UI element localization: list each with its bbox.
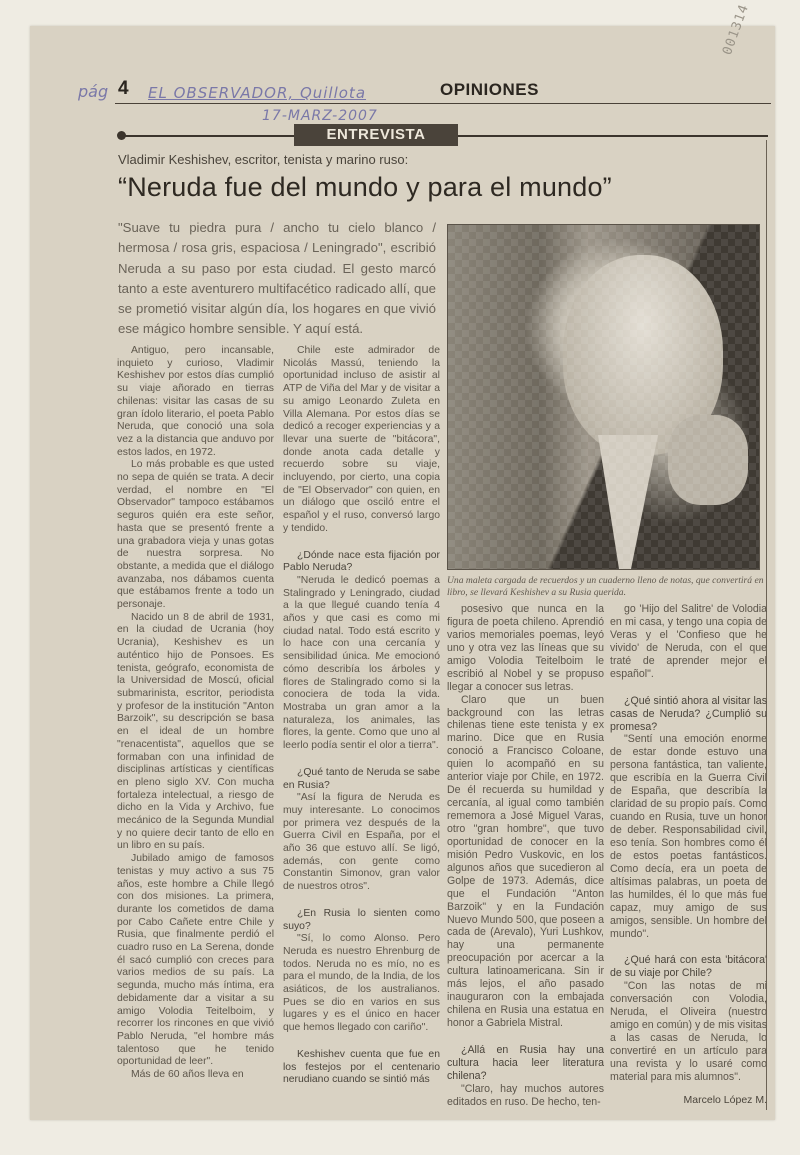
author-signature: Marcelo López M.	[683, 1093, 767, 1106]
interview-answer: "Sí, lo como Alonso. Pero Neruda es nuestro Ehrenburg de todos. Neruda no es mío, no es para el mundo, de la India, de los asiáticos, de los australianos. Pues se dio en varios en sus lugares y es el único en hacer que hemos llegado con cariño".	[283, 933, 440, 1034]
paragraph: Claro que un buen background con las letras chilenas tiene este tenista y ex marino. Dice que en Rusia conoció a Francisco Coloane, quien lo acompañó en su anterior viaje por Chile, en 1972. De él recuerda su humildad y cercanía, al igual como también rememora a José Miguel Varas, otro "gran hombre", que tuvo oportunidad de conocer en la misión Pedro Vuskovic, en los algunos años que sucedieron al Golpe de 1973. Además, dice que el Fundación "Anton Barzoik" y en la Fundación Nuevo Mundo 500, que poseen a cada de (Arevalo), Yuri Lushkov, hay una permanente preocupación por acercar a la cultura latinoamericana. Sin ir más lejos, el año pasado inauguraron con la embajada chilena en Rusia una estatua en honor a Gabriela Mistral.	[447, 693, 604, 1029]
article-column-4	[610, 603, 767, 1107]
section-title: OPINIONES	[440, 80, 539, 99]
article-column-3	[447, 603, 604, 1109]
article-headline: “Neruda fue del mundo y para el mundo”	[118, 172, 612, 202]
page-number: 4	[118, 78, 129, 99]
interview-question: ¿En Rusia lo sienten como suyo?	[283, 907, 440, 932]
paragraph: Lo más probable es que usted no sepa de quién se trata. A decir verdad, el nombre en "El Observador" tampoco estábamos seguros quién era este señor, hasta que se presentó frente a una grabadora vieja y unas gotas de nuestra sorpresa. No obstante, a medida que el diálogo avanzaba, nos dábamos cuenta que estábamos frente a todo un personaje.	[117, 459, 274, 611]
interview-question: ¿Qué sintió ahora al visitar las casas de Neruda? ¿Cumplió su promesa?	[610, 694, 767, 733]
portrait-photo	[447, 224, 760, 570]
header-rule	[115, 103, 771, 104]
interview-answer: "Así la figura de Neruda es muy interesante. Lo conocimos por primera vez después de la Guerra Civil en España, por el año 36 que estuvo allí. Se ligó, además, con gente como Constantin Simonov, gran valor de nuestros otros".	[283, 792, 440, 893]
archive-stamp: 001314	[720, 2, 753, 58]
interview-answer: "Claro, hay muchos autores editados en ruso. De hecho, ten-	[447, 1082, 604, 1108]
paragraph: go 'Hijo del Salitre' de Volodia en mi casa, y tengo una copia de Veras y el 'Confieso que he vivido' de Neruda, con el que traté de aprender mejor el español".	[610, 603, 767, 680]
interview-answer: "Con las notas de mi conversación con Volodia, Neruda, el Oliveira (nuestro amigo en común) y de mis visitas a las casas de Neruda, lo convertiré en un artículo para una revista y lo usaré como material para mis alumnos".	[610, 980, 767, 1083]
paragraph: Chile este admirador de Nicolás Massú, teniendo la oportunidad incluso de asistir al ATP de Viña del Mar y de visitar a su amigo Leonardo Zuleta en Villa Alemana. Por estos días se dedicó a recoger experiencias y a llevar una suerte de "bitácora", donde anota cada detalle y recuerdo sobre su viaje, incluyendo, por cierto, una copia de "El Observador" con quien, en un diálogo que osciló entre el español y el ruso, conversó largo y tendido.	[283, 345, 440, 534]
handwritten-page-label: pág	[78, 82, 109, 101]
paragraph: posesivo que nunca en la figura de poeta chileno. Aprendió varios memoriales poemas, leyó uno y otra vez las líneas que su amigo Volodia Teitelboim le escribió al Nobel y se propuso llegar a conocer sus letras.	[447, 603, 604, 693]
interview-question: ¿Dónde nace esta fijación por Pablo Neruda?	[283, 549, 440, 574]
paragraph: Más de 60 años lleva en	[131, 1069, 244, 1081]
interview-question: ¿Allá en Rusia hay una cultura hacia leer literatura chilena?	[447, 1043, 604, 1082]
photo-pixelation	[448, 225, 759, 569]
photo-caption: Una maleta cargada de recuerdos y un cuaderno lleno de notas, que convertirá en libro, se llevará Keshishev a su Rusia querida.	[447, 575, 764, 598]
article-column-2	[283, 345, 440, 1087]
paragraph: Jubilado amigo de famosos tenistas y muy activo a sus 75 años, este hombre a Chile llegó con dos misiones. La primera, durante los cometidos de dama por Cabo Cañete entre Chile y Rusia, que finalmente perdió el cuadro ruso en La Serena, donde él sacó cumplió con creces para varios medios de su país. La segunda, mucho más íntima, era debidamente dar a visitar a su amigo Volodia Teitelboim, y recorrer los rincones en que vivió Pablo Neruda, "el hombre más talentoso que he tenido oportunidad de leer".	[117, 853, 274, 1068]
article-lead: "Suave tu piedra pura / ancho tu cielo blanco / hermosa / rosa gris, espaciosa / Leningrado", escribió Neruda a su paso por esta ciudad. El gesto marcó tanto a este aventurero multifacético radicado allí, que se prometió visitar algún día, los hogares en que vivió ese mágico hombre sensible. Y aquí está.	[118, 220, 436, 337]
handwritten-date: 17-MARZ-2007	[262, 108, 378, 124]
paragraph: Keshishev cuenta que fue en los festejos por el centenario nerudiano cuando se sintió más	[283, 1048, 440, 1086]
paragraph: Nacido un 8 de abril de 1931, en la ciudad de Ucrania (hoy Ucrania), Keshishev es un auténtico hijo de Ponsoes. Es tenista, geógrafo, economista de la Universidad de Moscú, oficial submarinista, escritor, periodista y profesor de la institución "Anton Barzoik", su descripción se basa en el ideal de un hombre "renacentista", aquellos que se formaban con una infinidad de disciplinas artísticas y científicas en pleno siglo XV. Con mucha fortaleza intelectual, a riesgo de dicho en la Vida y Archivo, fue mecánico de la Segunda Mundial y no quiere decir tanto de ello en un libro en su país.	[117, 611, 274, 852]
interview-answer: "Neruda le dedicó poemas a Stalingrado y Leningrado, ciudad a la que llegué cuando tenía 4 años y que casi es como mi ciudad natal. Todo está escrito y lo hace con una cercanía y sensibilidad única. Me emocionó cómo describía los árboles y flores de Stalingrado como si la conociera de toda la vida. Mostraba un gran amor a la naturaleza, los animales, las flores, la gente. Como que uno al leerlo podía sentir el olor a tierra".	[283, 574, 440, 752]
interview-question: ¿Qué tanto de Neruda se sabe en Rusia?	[283, 766, 440, 791]
interview-answer: "Sentí una emoción enorme de estar donde estuvo una persona fantástica, tan valiente, que escribía en la Guerra Civil de España, que describía la claridad de su propio país. Como cuando en Rusia, tuve un honor de deber. Responsabilidad civil, eso tenía. Son hombres como él de estos poetas fantásticos. Como decía, era un poeta de altísimas palabras, un poeta de las humildes, él lo que más fue capaz, muy amigo de sus amigos, sensible. Un hombre del mundo".	[610, 733, 767, 940]
paragraph: Antiguo, pero incansable, inquieto y curioso, Vladimir Keshishev por estos días cumplió su viaje añorado en tierras chilenas: visitar las casas de su gran ídolo literario, el poeta Pablo Neruda, que conoció una sola vez a la distancia que anduvo por estos lados, en 1972.	[117, 345, 274, 458]
handwritten-newspaper-name: EL OBSERVADOR, Quillota	[148, 84, 367, 102]
article-column-1	[117, 345, 274, 1082]
article-kicker: Vladimir Keshishev, escritor, tenista y marino ruso:	[118, 152, 409, 167]
interview-question: ¿Qué hará con esta 'bitácora' de su viaje por Chile?	[610, 954, 767, 980]
entrevista-tag: ENTREVISTA	[294, 124, 458, 146]
